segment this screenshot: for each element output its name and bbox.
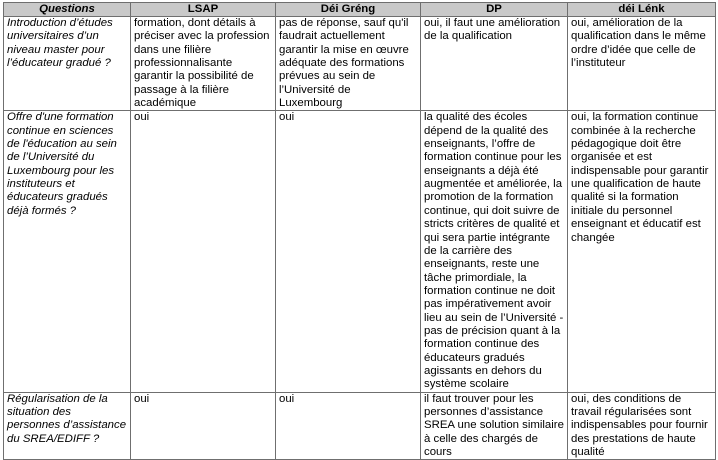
header-dei-lenk: déi Lénk: [568, 3, 716, 17]
header-dp: DP: [421, 3, 568, 17]
table-row: [4, 111, 716, 392]
dei-lenk-cell: oui, amélioration de la qualification dans le même ordre d’idée que celle de l’instituteur: [568, 17, 716, 111]
dei-greng-cell: pas de réponse, sauf qu'il faudrait actuellement garantir la mise en œuvre adéquate des formations prévues au sein de l’Université de Luxembourg: [276, 17, 421, 111]
table-row: [4, 17, 716, 111]
header-row: [4, 3, 716, 17]
question-cell: Introduction d’études universitaires d’un niveau master pour l’éducateur gradué ?: [4, 17, 131, 111]
question-cell: Offre d'une formation continue en sciences de l'éducation au sein de l’Université du Luxembourg pour les instituteurs et éducateurs gradués déjà formés ?: [4, 111, 131, 392]
header-questions: Questions: [4, 3, 131, 17]
lsap-cell: oui: [131, 392, 276, 460]
dei-greng-cell: oui: [276, 392, 421, 460]
dp-cell: oui, il faut une amélioration de la qualification: [421, 17, 568, 111]
party-positions-table: [3, 2, 716, 460]
dp-cell: la qualité des écoles dépend de la qualité des enseignants, l’offre de formation continue pour les enseignants a déjà été augmentée et améliorée, la promotion de la formation continue, qui doit suivre de stricts critères de qualité et qui sera partie intégrante de la carrière des enseignants, reste une tâche primordiale, la formation continue ne doit pas impérativement avoir lieu au sein de l’Université - pas de précision quant à la formation continue des éducateurs gradués agissants en dehors du système scolaire: [421, 111, 568, 392]
dei-lenk-cell: oui, la formation continue combinée à la recherche pédagogique doit être organisée et est indispensable pour garantir une qualification de haute qualité si la formation initiale du personnel enseignant et éducatif est changée: [568, 111, 716, 392]
question-cell: Régularisation de la situation des personnes d’assistance du SREA/EDIFF ?: [4, 392, 131, 460]
header-lsap: LSAP: [131, 3, 276, 17]
lsap-cell: formation, dont détails à préciser avec la profession dans une filière professionnalisante garantir la possibilité de passage à la filière académique: [131, 17, 276, 111]
lsap-cell: oui: [131, 111, 276, 392]
dp-cell: il faut trouver pour les personnes d’assistance SREA une solution similaire à celle des chargés de cours: [421, 392, 568, 460]
dei-lenk-cell: oui, des conditions de travail régularisées sont indispensables pour fournir des prestations de haute qualité: [568, 392, 716, 460]
dei-greng-cell: oui: [276, 111, 421, 392]
header-dei-greng: Déi Gréng: [276, 3, 421, 17]
table-row: [4, 392, 716, 460]
